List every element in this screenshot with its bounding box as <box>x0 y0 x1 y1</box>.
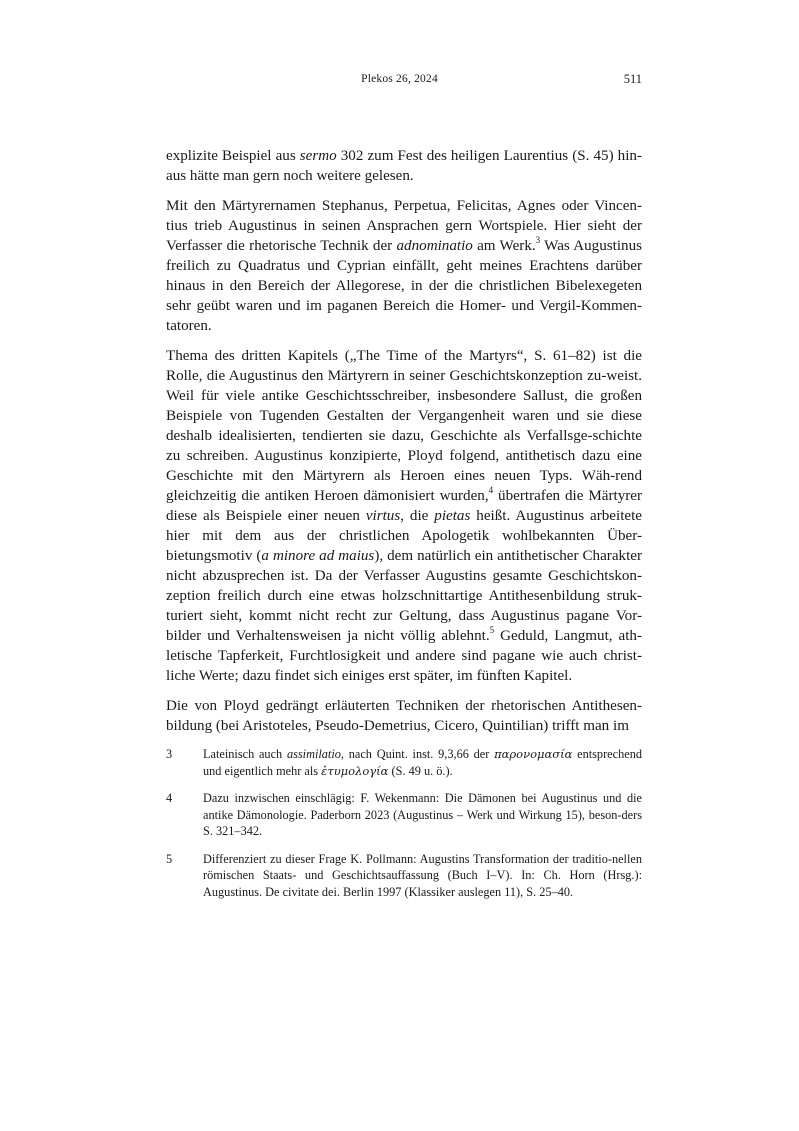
greek-term: ἐτυμολογία <box>321 763 389 778</box>
text-run: Mit den Märtyrernamen Stephanus, Perpetua, Felicitas, Agnes oder Vincen-tius trieb Augustinus in seinen Ansprachen gern Wortspiele. Hier sieht der Verfasser die rhetorische Technik der <box>166 198 642 254</box>
italic-term: a minore ad maius <box>261 548 375 564</box>
text-run: explizite Beispiel aus <box>166 148 300 164</box>
text-run: Thema des dritten Kapitels („The Time of the Martyrs“, S. 61–82) ist die Rolle, die Augustinus den Märtyrern in seiner Geschichtskonzeption zu-weist. Weil für viele antike Geschichtsschreiber, insbesondere Sallust, die großen Beispiele von Tugenden Gestalten der Vergangenheit waren und sie diese deshalb idealisierten, tendierten sie dazu, Geschichte als Verfallsge-schichte zu schreiben. Augustinus konzipierte, Ployd folgend, antithetisch dazu eine Geschichte mit den Märtyrern als Heroen eines neuen Typs. Wäh-rend gleichzeitig die antiken Heroen dämonisiert wurden, <box>166 348 642 504</box>
text-run: am Werk. <box>472 238 536 254</box>
text-run: (S. 49 u. ö.). <box>388 763 453 778</box>
footnote-number: 4 <box>166 791 173 805</box>
text-run: Die von Ployd gedrängt erläuterten Techniken der rhetorischen Antithesen-bildung (bei Aristoteles, Pseudo-Demetrius, Cicero, Quintilian) trifft man im <box>166 698 642 734</box>
text-run: entsprechend und eigentlich mehr als <box>203 747 642 778</box>
text-run: , die <box>400 508 435 524</box>
text-run: 302 zum Fest des heiligen Laurentius (S. 45) hin-aus hätte man gern noch weitere gelesen. <box>166 148 642 184</box>
italic-term: virtus <box>365 508 401 524</box>
footnote-5 <box>166 851 642 901</box>
footnote-ref-3[interactable]: 3 <box>535 234 541 245</box>
text-run: heißt. Augustinus arbeitete hier mit dem aus der christlichen Apologetik wohlbekannten Über-bietungsmotiv ( <box>166 508 642 564</box>
footnote-3 <box>166 746 642 779</box>
text-run: Was Augustinus freilich zu Quadratus und Cyprian einfällt, geht meines Erachtens darüber hinaus in den Bereich der Allegorese, in der die christlichen Bibelexegeten sehr geübt waren und im paganen Bereich die Homer- und Vergil-Kommen-tatoren. <box>166 238 642 334</box>
italic-term: sermo <box>299 148 337 164</box>
text-run: übertrafen die Märtyrer diese als Beispiele einer neuen <box>166 488 642 524</box>
running-head: Plekos 26, 2024 <box>361 73 438 85</box>
italic-term: assimilatio <box>286 747 341 761</box>
footnotes <box>166 746 642 911</box>
footnote-number: 5 <box>166 851 173 866</box>
text-run: ), dem natürlich ein antithetischer Charakter nicht abzusprechen ist. Da der Verfasser Augustins gesamte Geschichtskon-zeption freilich durch eine etwas holzschnittartige Antithesenbildung struk-turiert sieht, kommt nicht recht zur Geltung, dass Augustinus pagane Vor-bilder und Verhaltensweisen ja nicht völlig ablehnt. <box>166 548 642 644</box>
paragraph-2 <box>166 196 642 336</box>
page-number: 511 <box>623 72 642 86</box>
paragraph-3 <box>166 346 642 686</box>
paragraph-4 <box>166 696 642 736</box>
greek-term: παρονομασία <box>494 747 573 761</box>
paragraph-1 <box>166 146 642 186</box>
italic-term: pietas <box>434 508 471 524</box>
footnote-text: Differenziert zu dieser Frage K. Pollmann: Augustins Transformation der traditio-nellen römischen Staats- und Geschichtsauffassung (Buch I–V). In: Ch. Horn (Hrsg.): Augustinus. De civitate dei. Berlin 1997 (Klassiker auslegen 11), S. 25–40. <box>203 851 642 899</box>
italic-term: adnominatio <box>396 238 473 254</box>
footnote-number: 3 <box>166 747 173 761</box>
text-run: Geduld, Langmut, ath-letische Tapferkeit, Furchtlosigkeit und andere sind pagane wie auch christ-liche Werte; dazu findet sich einiges erst später, im fünften Kapitel. <box>166 628 643 684</box>
footnote-text: Dazu inzwischen einschlägig: F. Wekenmann: Die Dämonen bei Augustinus und die antike Dämonologie. Paderborn 2023 (Augustinus – Werk und Wirkung 15), beson-ders S. 321–342. <box>203 791 642 838</box>
text-run: Lateinisch auch <box>203 747 287 761</box>
footnote-4 <box>166 790 642 840</box>
footnote-ref-4[interactable]: 4 <box>488 484 494 495</box>
footnote-ref-5[interactable]: 5 <box>489 624 495 635</box>
text-run: , nach Quint. inst. 9,3,66 der <box>340 747 495 761</box>
footnote-text <box>203 746 642 779</box>
body-text <box>166 146 642 746</box>
